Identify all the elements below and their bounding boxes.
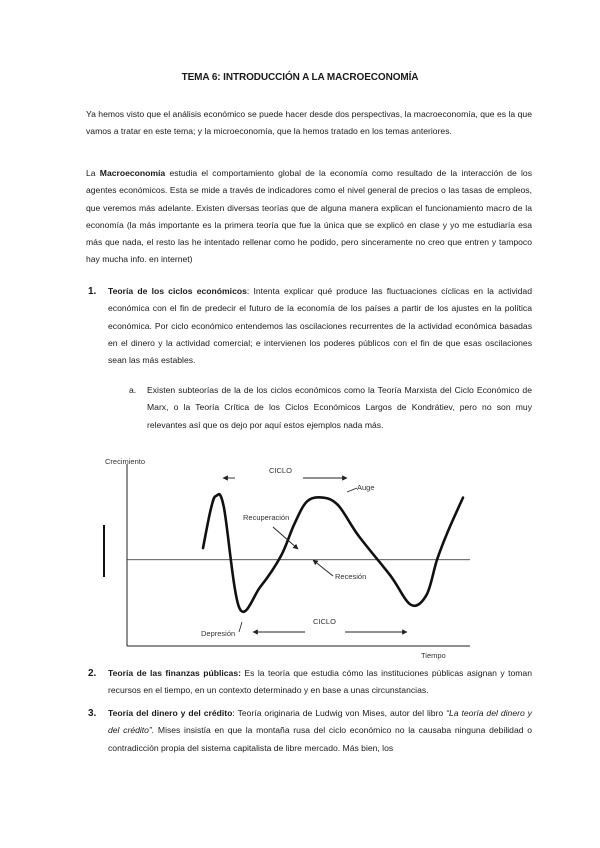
book-title: “La teoría del dinero y del crédito”. (108, 708, 532, 736)
cycle-series-line (203, 494, 463, 612)
auge-pointer (347, 488, 357, 492)
list-heading: Teoría del dinero y del crédito (108, 708, 233, 718)
ciclo-bottom-label: CICLO (313, 617, 336, 626)
recesion-label: Recesión (335, 572, 367, 581)
list-text: : Intenta explicar qué produce las fluctuaciones cíclicas en la actividad económica con el fin de predecir el futuro de la economía de los países a partir de los ajustes en la política económica. Por ciclo económico entendemos las oscilaciones recurrentes de la actividad económica basadas en el dinero y la actividad comercial; e intervienen los poderes públicos con el fin de que esas oscilaciones sean las más estables. (108, 286, 532, 366)
sub-list-letter: a. (129, 385, 137, 395)
macro-paragraph (86, 165, 532, 269)
sub-list-item-a (129, 382, 532, 434)
list-heading: Teoría de los ciclos económicos (108, 286, 247, 296)
list-text: : Teoría originaria de Ludwig von Mises, autor del libro (232, 708, 447, 718)
x-axis-label: Tiempo (421, 651, 446, 660)
list-number: 1. (88, 286, 97, 297)
y-axis-label: Crecimiento (105, 457, 146, 466)
list-item-1 (88, 283, 532, 369)
list-item-3 (88, 705, 532, 757)
list-text-continued: Mises insistía en que la montaña rusa del ciclo económico no la causaba ninguna debilidad o contradicción propia del sistema capitalista de libre mercado. Más bien, los (108, 725, 532, 753)
depresion-pointer (239, 622, 242, 632)
macro-text: estudia el comportamiento global de la economía como resultado de la interacción de los agentes económicos. Esta se mide a través de indicadores como el nivel general de precios o las tasas de empleos, que veremos más adelante. Existen diversas teorías que de alguna manera explican el funcionamiento macro de la economía (la más importante es la primera teoría que fue la única que se explicó en clase y yo me estudiaría esa más que nada, el resto las he intentado rellenar como he podido, pero sinceramente no creo que entren y tampoco hay mucha info. en internet) (86, 168, 532, 265)
list-number: 3. (88, 708, 97, 719)
recesion-arrow (313, 560, 333, 576)
list-number: 2. (88, 668, 97, 679)
sub-list-text: Existen subteorías de la de los ciclos económicos como la Teoría Marxista del Ciclo Económico de Marx, o la Teoría Crítica de los Ciclos Económicos Largos de Kondrátiev, pero no son muy relevantes así que os dejo por aquí estos ejemplos nada más. (147, 385, 532, 430)
ciclo-top-label: CICLO (269, 466, 292, 475)
page-title: TEMA 6: INTRODUCCIÓN A LA MACROECONOMÍA (181, 72, 419, 83)
macro-prefix: La (86, 168, 100, 178)
recuperacion-label: Recuperación (243, 513, 290, 522)
business-cycle-chart (95, 452, 480, 662)
list-text: Es la teoría que estudia cómo las instituciones públicas asignan y toman recursos en el tiempo, en un contexto determinado y en base a unas circunstancias. (108, 668, 532, 696)
macro-term: Macroeconomía (99, 168, 166, 178)
list-heading: Teoría de las finanzas públicas: (108, 668, 241, 678)
list-item-2 (88, 665, 532, 700)
depresion-label: Depresión (201, 629, 236, 638)
auge-label: Auge (357, 483, 375, 492)
intro-paragraph: Ya hemos visto que el análisis económico se puede hacer desde dos perspectivas, la macroeconomía, que es la que vamos a tratar en este tema; y la microeconomía, que la hemos tratado en los temas anteriores. (86, 109, 532, 137)
